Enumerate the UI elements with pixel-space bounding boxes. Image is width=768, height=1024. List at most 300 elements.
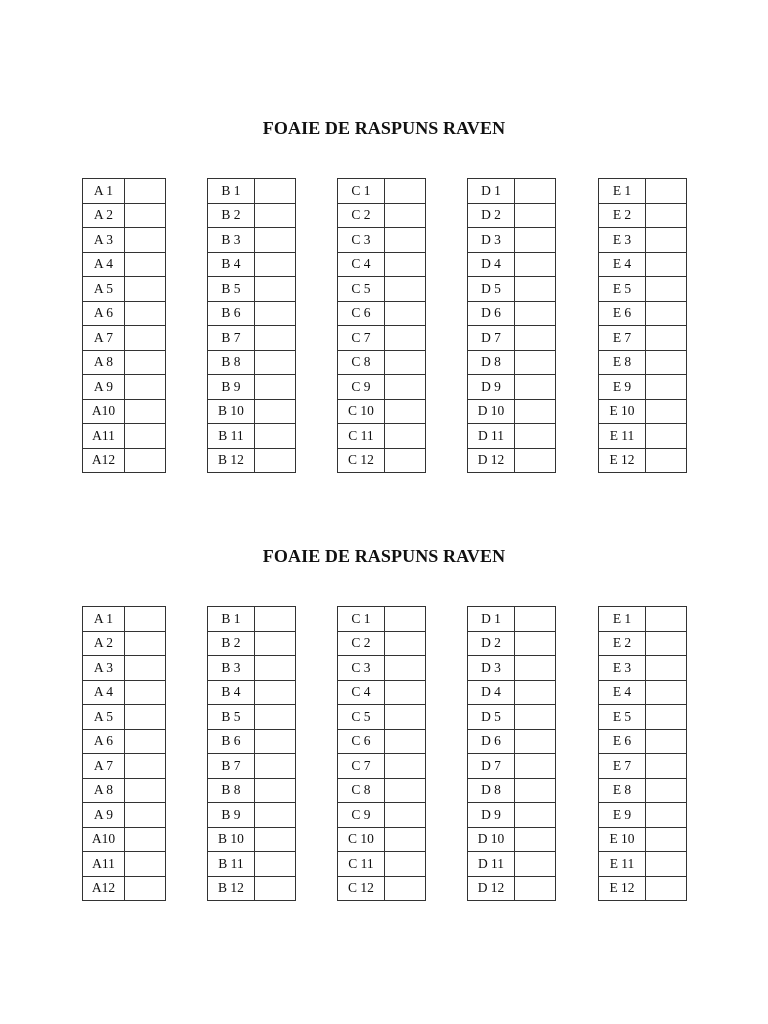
answer-row <box>599 424 687 449</box>
item-label: C 7 <box>338 754 385 779</box>
answer-box[interactable] <box>646 301 687 326</box>
answer-box[interactable] <box>646 631 687 656</box>
item-label: A 3 <box>83 228 125 253</box>
answer-box[interactable] <box>646 705 687 730</box>
answer-row <box>208 424 296 449</box>
item-label: A 3 <box>83 656 125 681</box>
answer-box[interactable] <box>515 631 556 656</box>
answer-column-a <box>82 178 166 473</box>
item-label: C 6 <box>338 729 385 754</box>
answer-box[interactable] <box>255 375 296 400</box>
answer-box[interactable] <box>385 705 426 730</box>
answer-row <box>83 876 166 901</box>
answer-box[interactable] <box>515 399 556 424</box>
answer-row <box>599 277 687 302</box>
answer-row <box>83 326 166 351</box>
answer-box[interactable] <box>515 350 556 375</box>
answer-row <box>468 179 556 204</box>
answer-row <box>599 399 687 424</box>
answer-box[interactable] <box>385 350 426 375</box>
answer-row <box>468 754 556 779</box>
answer-box[interactable] <box>646 350 687 375</box>
answer-box[interactable] <box>125 705 166 730</box>
answer-row <box>208 326 296 351</box>
answer-row <box>338 827 426 852</box>
answer-box[interactable] <box>385 179 426 204</box>
answer-box[interactable] <box>385 301 426 326</box>
item-label: B 12 <box>208 448 255 473</box>
answer-box[interactable] <box>255 827 296 852</box>
item-label: C 9 <box>338 375 385 400</box>
answer-row <box>208 448 296 473</box>
answer-box[interactable] <box>646 803 687 828</box>
answer-row <box>338 252 426 277</box>
answer-box[interactable] <box>125 375 166 400</box>
item-label: D 10 <box>468 399 515 424</box>
answer-box[interactable] <box>255 424 296 449</box>
item-label: A 4 <box>83 252 125 277</box>
answer-box[interactable] <box>515 448 556 473</box>
answer-row <box>208 803 296 828</box>
item-label: D 2 <box>468 631 515 656</box>
answer-box[interactable] <box>646 754 687 779</box>
item-label: E 11 <box>599 852 646 877</box>
answer-box[interactable] <box>515 301 556 326</box>
answer-row <box>83 803 166 828</box>
item-label: D 2 <box>468 203 515 228</box>
item-label: A 1 <box>83 179 125 204</box>
item-label: B 10 <box>208 399 255 424</box>
answer-row <box>468 705 556 730</box>
item-label: B 4 <box>208 680 255 705</box>
item-label: E 6 <box>599 729 646 754</box>
answer-box[interactable] <box>125 631 166 656</box>
answer-box[interactable] <box>385 729 426 754</box>
answer-box[interactable] <box>255 350 296 375</box>
answer-box[interactable] <box>515 852 556 877</box>
answer-box[interactable] <box>515 729 556 754</box>
answer-column-d <box>467 178 556 473</box>
answer-sheet-1 <box>0 116 768 468</box>
item-label: A 7 <box>83 754 125 779</box>
answer-row <box>468 680 556 705</box>
item-label: B 2 <box>208 203 255 228</box>
item-label: B 5 <box>208 277 255 302</box>
item-label: B 3 <box>208 656 255 681</box>
answer-row <box>468 656 556 681</box>
answer-box[interactable] <box>646 607 687 632</box>
answer-box[interactable] <box>515 277 556 302</box>
item-label: D 10 <box>468 827 515 852</box>
item-label: C 12 <box>338 876 385 901</box>
answer-row <box>468 252 556 277</box>
answer-box[interactable] <box>255 852 296 877</box>
item-label: B 10 <box>208 827 255 852</box>
answer-box[interactable] <box>515 827 556 852</box>
answer-row <box>468 803 556 828</box>
answer-box[interactable] <box>385 656 426 681</box>
item-label: C 1 <box>338 607 385 632</box>
answer-box[interactable] <box>646 326 687 351</box>
answer-box[interactable] <box>515 705 556 730</box>
item-label: E 4 <box>599 252 646 277</box>
answer-box[interactable] <box>646 203 687 228</box>
answer-column-e <box>598 606 687 901</box>
answer-row <box>208 277 296 302</box>
answer-row <box>338 656 426 681</box>
item-label: B 8 <box>208 350 255 375</box>
answer-box[interactable] <box>385 326 426 351</box>
answer-row <box>338 179 426 204</box>
answer-box[interactable] <box>385 778 426 803</box>
answer-box[interactable] <box>255 326 296 351</box>
answer-row <box>338 631 426 656</box>
answer-row <box>338 729 426 754</box>
item-label: A12 <box>83 876 125 901</box>
item-label: B 8 <box>208 778 255 803</box>
answer-box[interactable] <box>515 876 556 901</box>
answer-box[interactable] <box>385 803 426 828</box>
answer-row <box>83 680 166 705</box>
item-label: D 12 <box>468 876 515 901</box>
item-label: E 3 <box>599 656 646 681</box>
item-label: E 12 <box>599 448 646 473</box>
item-label: E 1 <box>599 607 646 632</box>
answer-box[interactable] <box>125 424 166 449</box>
answer-box[interactable] <box>385 827 426 852</box>
answer-box[interactable] <box>385 754 426 779</box>
answer-row <box>599 852 687 877</box>
answer-box[interactable] <box>385 607 426 632</box>
item-label: E 10 <box>599 827 646 852</box>
answer-row <box>208 729 296 754</box>
item-label: D 7 <box>468 326 515 351</box>
answer-row <box>599 252 687 277</box>
answer-box[interactable] <box>646 729 687 754</box>
answer-row <box>338 350 426 375</box>
item-label: D 7 <box>468 754 515 779</box>
item-label: B 9 <box>208 803 255 828</box>
item-label: A 2 <box>83 203 125 228</box>
answer-box[interactable] <box>385 228 426 253</box>
answer-column-b <box>207 178 296 473</box>
answer-row <box>599 656 687 681</box>
answer-box[interactable] <box>385 448 426 473</box>
item-label: E 3 <box>599 228 646 253</box>
answer-row <box>83 252 166 277</box>
item-label: B 11 <box>208 424 255 449</box>
answer-row <box>83 852 166 877</box>
item-label: A 1 <box>83 607 125 632</box>
answer-box[interactable] <box>255 301 296 326</box>
item-label: C 12 <box>338 448 385 473</box>
item-label: E 9 <box>599 803 646 828</box>
answer-row <box>468 326 556 351</box>
item-label: A 9 <box>83 375 125 400</box>
answer-box[interactable] <box>255 252 296 277</box>
answer-box[interactable] <box>125 803 166 828</box>
answer-row <box>599 729 687 754</box>
answer-box[interactable] <box>255 729 296 754</box>
item-label: B 4 <box>208 252 255 277</box>
item-label: C 4 <box>338 252 385 277</box>
item-label: B 2 <box>208 631 255 656</box>
item-label: D 5 <box>468 705 515 730</box>
answer-box[interactable] <box>646 424 687 449</box>
answer-row <box>83 179 166 204</box>
answer-box[interactable] <box>646 277 687 302</box>
item-label: E 2 <box>599 203 646 228</box>
item-label: E 5 <box>599 705 646 730</box>
answer-row <box>208 350 296 375</box>
answer-box[interactable] <box>255 203 296 228</box>
answer-row <box>208 656 296 681</box>
answer-row <box>468 827 556 852</box>
answer-row <box>208 228 296 253</box>
answer-box[interactable] <box>646 179 687 204</box>
answer-box[interactable] <box>125 228 166 253</box>
item-label: D 8 <box>468 350 515 375</box>
answer-row <box>338 277 426 302</box>
answer-column-c <box>337 178 426 473</box>
answer-row <box>338 705 426 730</box>
answer-box[interactable] <box>125 252 166 277</box>
item-label: A11 <box>83 424 125 449</box>
answer-box[interactable] <box>125 448 166 473</box>
answer-row <box>468 424 556 449</box>
answer-box[interactable] <box>255 448 296 473</box>
answer-box[interactable] <box>515 803 556 828</box>
answer-box[interactable] <box>515 656 556 681</box>
item-label: A 7 <box>83 326 125 351</box>
answer-box[interactable] <box>125 301 166 326</box>
answer-row <box>208 607 296 632</box>
answer-box[interactable] <box>125 729 166 754</box>
item-label: D 4 <box>468 252 515 277</box>
item-label: A12 <box>83 448 125 473</box>
answer-box[interactable] <box>385 852 426 877</box>
answer-box[interactable] <box>646 375 687 400</box>
answer-row <box>338 754 426 779</box>
answer-box[interactable] <box>255 754 296 779</box>
answer-box[interactable] <box>125 876 166 901</box>
answer-row <box>83 778 166 803</box>
answer-box[interactable] <box>255 705 296 730</box>
answer-row <box>83 631 166 656</box>
answer-row <box>468 301 556 326</box>
answer-row <box>83 827 166 852</box>
item-label: C 9 <box>338 803 385 828</box>
item-label: D 1 <box>468 607 515 632</box>
answer-box[interactable] <box>255 876 296 901</box>
answer-box[interactable] <box>646 252 687 277</box>
item-label: D 12 <box>468 448 515 473</box>
answer-row <box>83 203 166 228</box>
answer-box[interactable] <box>515 778 556 803</box>
answer-row <box>599 680 687 705</box>
item-label: C 5 <box>338 705 385 730</box>
item-label: E 7 <box>599 326 646 351</box>
answer-box[interactable] <box>255 631 296 656</box>
answer-box[interactable] <box>385 876 426 901</box>
answer-box[interactable] <box>125 203 166 228</box>
item-label: D 8 <box>468 778 515 803</box>
item-label: A 5 <box>83 277 125 302</box>
answer-row <box>338 778 426 803</box>
item-label: A 4 <box>83 680 125 705</box>
answer-row <box>338 424 426 449</box>
answer-box[interactable] <box>255 778 296 803</box>
answer-box[interactable] <box>646 680 687 705</box>
answer-row <box>338 203 426 228</box>
item-label: C 7 <box>338 326 385 351</box>
answer-column-c <box>337 606 426 901</box>
answer-box[interactable] <box>385 631 426 656</box>
answer-box[interactable] <box>515 252 556 277</box>
answer-box[interactable] <box>646 778 687 803</box>
answer-box[interactable] <box>125 326 166 351</box>
answer-row <box>599 448 687 473</box>
answer-box[interactable] <box>646 228 687 253</box>
answer-row <box>83 301 166 326</box>
answer-box[interactable] <box>385 424 426 449</box>
answer-box[interactable] <box>646 827 687 852</box>
answer-box[interactable] <box>255 680 296 705</box>
item-label: B 1 <box>208 607 255 632</box>
answer-row <box>468 778 556 803</box>
answer-box[interactable] <box>255 399 296 424</box>
item-label: B 6 <box>208 301 255 326</box>
item-label: E 11 <box>599 424 646 449</box>
answer-row <box>83 424 166 449</box>
answer-box[interactable] <box>385 399 426 424</box>
answer-row <box>599 350 687 375</box>
answer-sheet-2 <box>0 544 768 896</box>
answer-box[interactable] <box>255 228 296 253</box>
item-label: E 2 <box>599 631 646 656</box>
answer-column-b <box>207 606 296 901</box>
answer-box[interactable] <box>125 852 166 877</box>
answer-row <box>468 375 556 400</box>
answer-row <box>599 301 687 326</box>
answer-box[interactable] <box>125 399 166 424</box>
answer-box[interactable] <box>125 277 166 302</box>
item-label: A 6 <box>83 301 125 326</box>
answer-row <box>208 705 296 730</box>
answer-columns <box>0 178 768 474</box>
answer-row <box>208 252 296 277</box>
item-label: D 9 <box>468 375 515 400</box>
answer-column-d <box>467 606 556 901</box>
item-label: C 6 <box>338 301 385 326</box>
answer-box[interactable] <box>646 448 687 473</box>
item-label: A11 <box>83 852 125 877</box>
answer-box[interactable] <box>646 852 687 877</box>
answer-box[interactable] <box>515 375 556 400</box>
answer-box[interactable] <box>125 179 166 204</box>
item-label: C 3 <box>338 228 385 253</box>
answer-box[interactable] <box>515 754 556 779</box>
answer-row <box>599 179 687 204</box>
item-label: C 11 <box>338 852 385 877</box>
answer-box[interactable] <box>385 680 426 705</box>
answer-row <box>599 326 687 351</box>
answer-box[interactable] <box>385 375 426 400</box>
item-label: A 6 <box>83 729 125 754</box>
item-label: A 2 <box>83 631 125 656</box>
item-label: D 6 <box>468 301 515 326</box>
answer-row <box>338 301 426 326</box>
item-label: B 6 <box>208 729 255 754</box>
answer-box[interactable] <box>385 252 426 277</box>
answer-row <box>83 350 166 375</box>
answer-box[interactable] <box>646 656 687 681</box>
answer-box[interactable] <box>255 656 296 681</box>
answer-row <box>338 607 426 632</box>
answer-box[interactable] <box>515 179 556 204</box>
answer-box[interactable] <box>515 424 556 449</box>
answer-box[interactable] <box>125 656 166 681</box>
item-label: D 6 <box>468 729 515 754</box>
item-label: E 7 <box>599 754 646 779</box>
item-label: C 10 <box>338 827 385 852</box>
answer-box[interactable] <box>125 350 166 375</box>
answer-box[interactable] <box>515 607 556 632</box>
answer-row <box>83 656 166 681</box>
answer-row <box>599 705 687 730</box>
item-label: A10 <box>83 827 125 852</box>
answer-box[interactable] <box>515 228 556 253</box>
item-label: A 5 <box>83 705 125 730</box>
answer-box[interactable] <box>515 203 556 228</box>
answer-box[interactable] <box>255 179 296 204</box>
answer-column-e <box>598 178 687 473</box>
answer-box[interactable] <box>255 607 296 632</box>
item-label: A 9 <box>83 803 125 828</box>
answer-box[interactable] <box>255 803 296 828</box>
answer-box[interactable] <box>125 754 166 779</box>
answer-row <box>599 803 687 828</box>
answer-row <box>468 729 556 754</box>
answer-row <box>83 228 166 253</box>
answer-box[interactable] <box>646 876 687 901</box>
item-label: E 10 <box>599 399 646 424</box>
answer-box[interactable] <box>646 399 687 424</box>
answer-box[interactable] <box>125 607 166 632</box>
answer-box[interactable] <box>125 680 166 705</box>
answer-row <box>208 631 296 656</box>
answer-box[interactable] <box>255 277 296 302</box>
item-label: E 4 <box>599 680 646 705</box>
answer-row <box>338 399 426 424</box>
answer-row <box>83 277 166 302</box>
answer-row <box>208 827 296 852</box>
answer-row <box>83 607 166 632</box>
answer-box[interactable] <box>125 778 166 803</box>
item-label: C 11 <box>338 424 385 449</box>
answer-row <box>599 375 687 400</box>
answer-row <box>599 228 687 253</box>
answer-box[interactable] <box>125 827 166 852</box>
item-label: C 5 <box>338 277 385 302</box>
answer-row <box>468 876 556 901</box>
answer-row <box>338 375 426 400</box>
answer-box[interactable] <box>515 326 556 351</box>
answer-box[interactable] <box>515 680 556 705</box>
answer-box[interactable] <box>385 203 426 228</box>
answer-box[interactable] <box>385 277 426 302</box>
item-label: C 8 <box>338 778 385 803</box>
